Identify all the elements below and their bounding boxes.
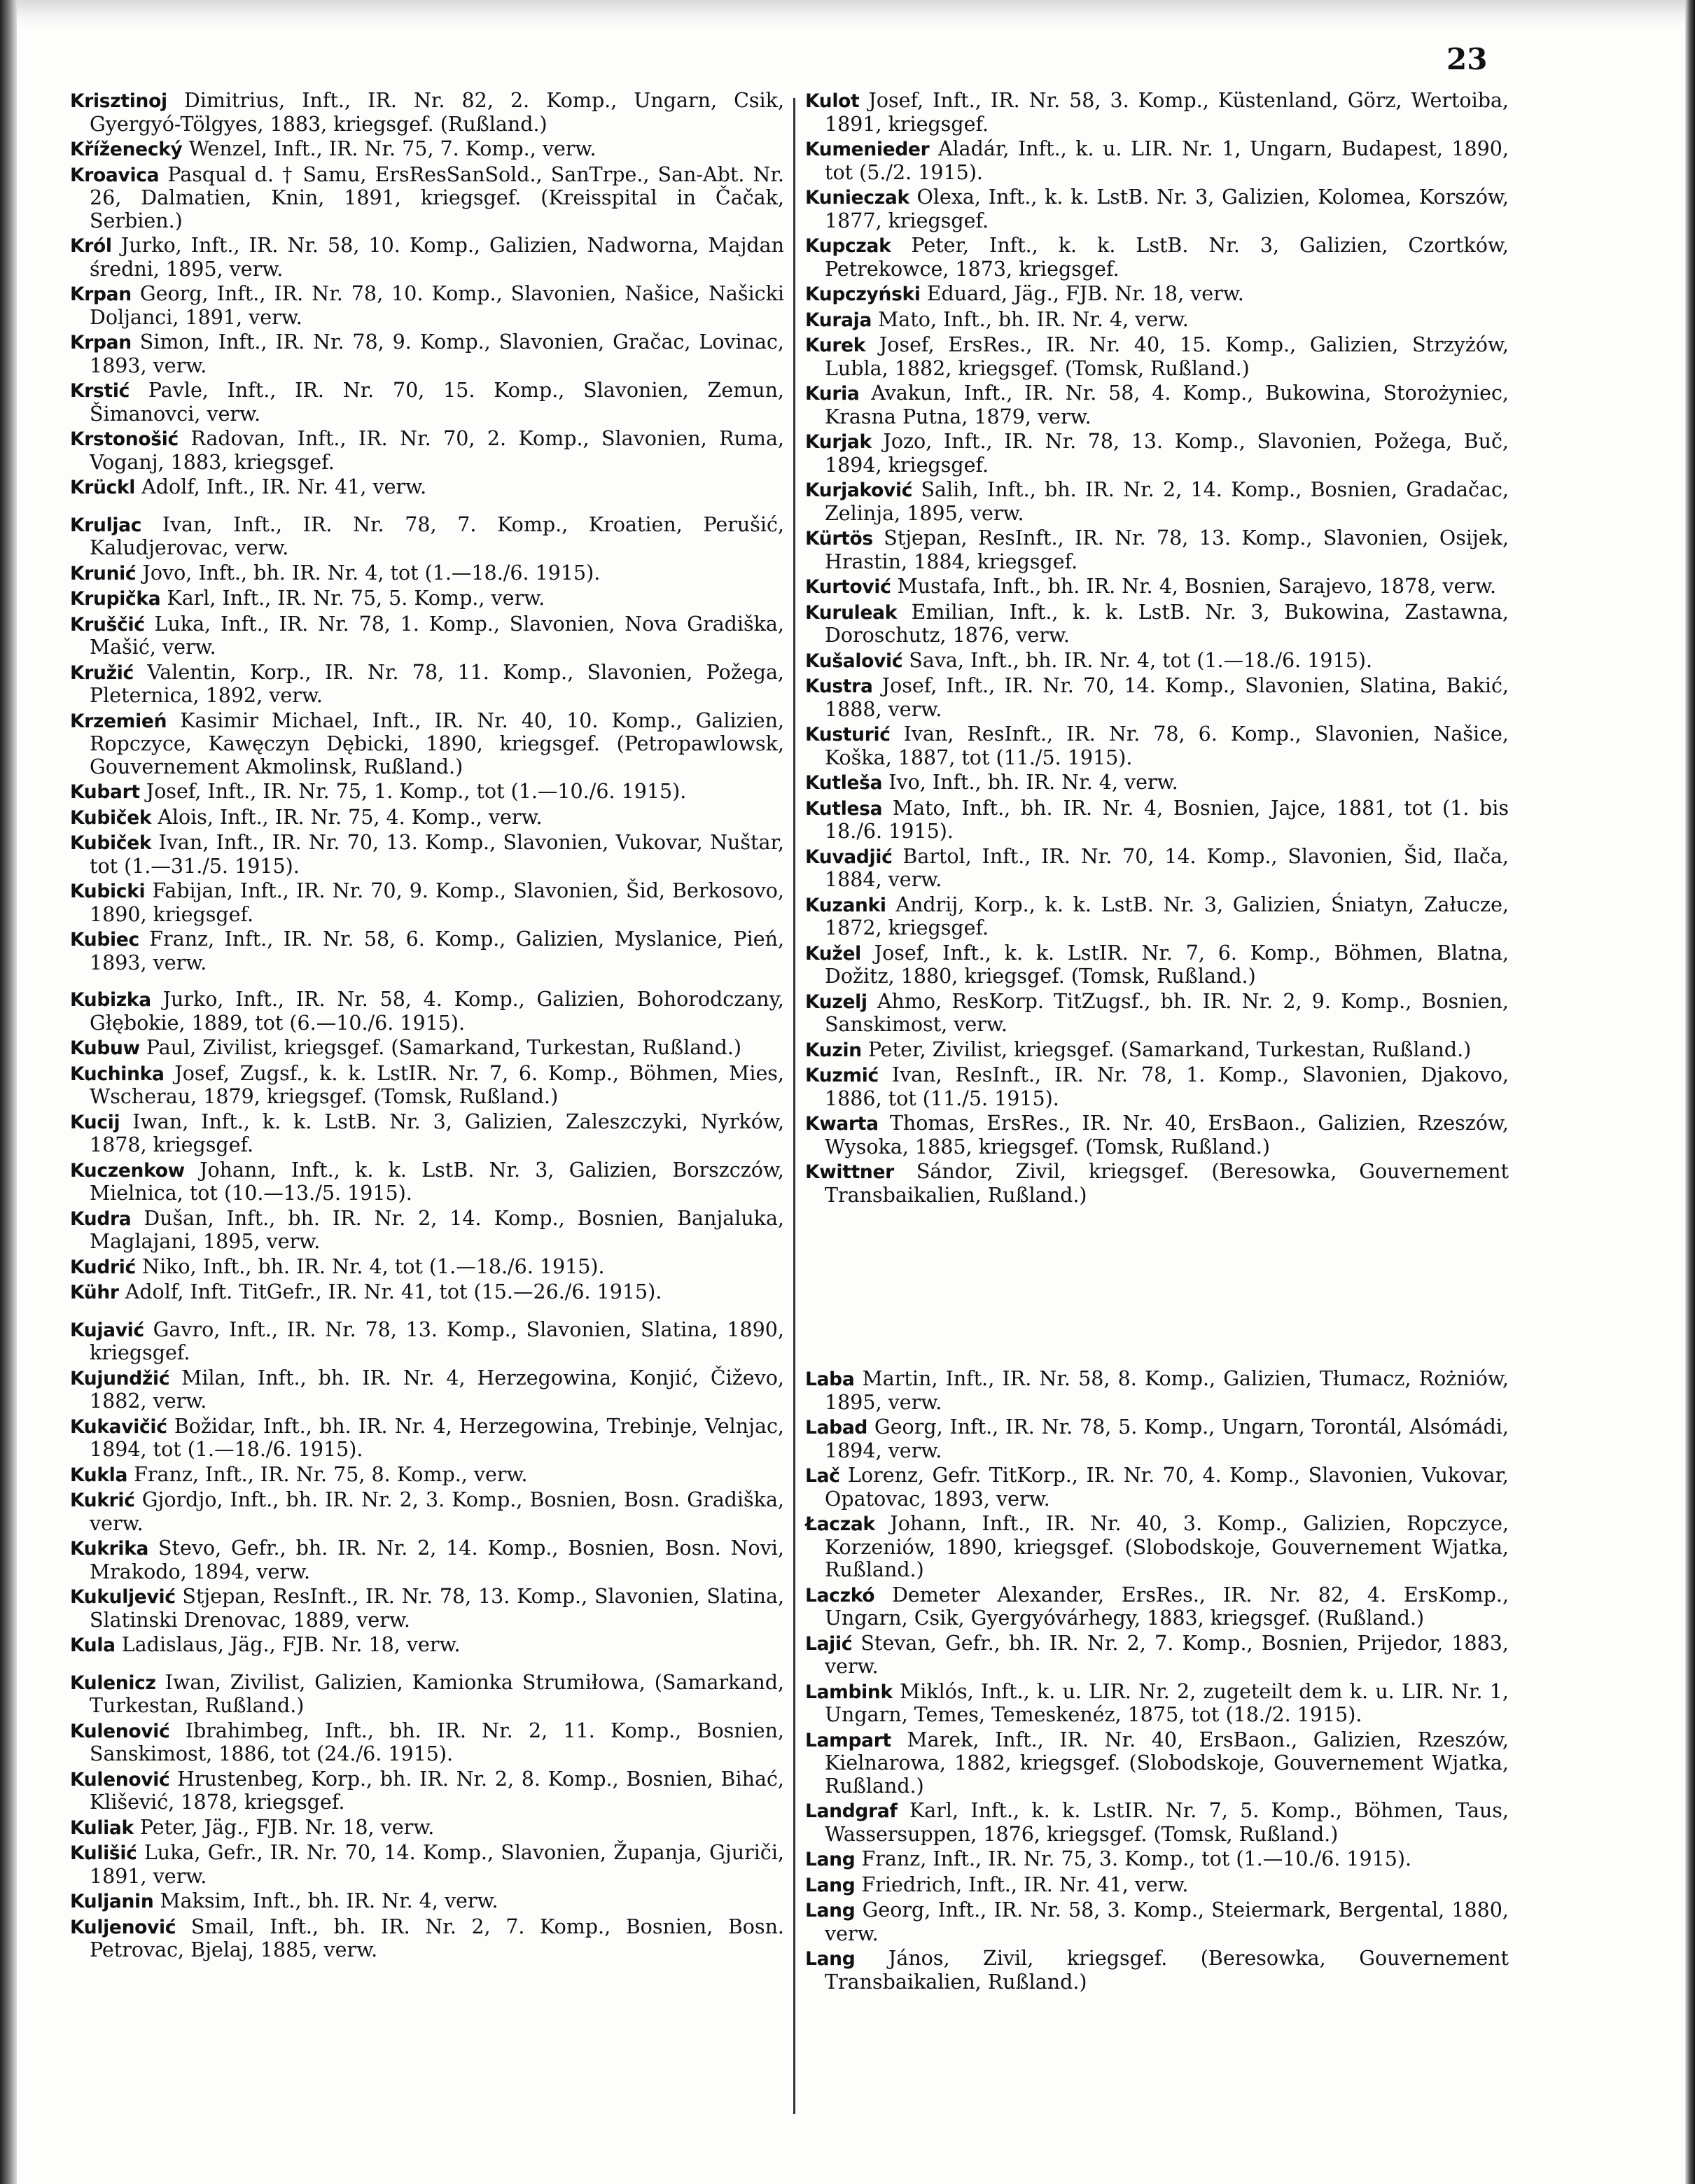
entry-details: Adolf, Inft., IR. Nr. 41, verw. xyxy=(135,475,427,498)
entry-details: Luka, Gefr., IR. Nr. 70, 14. Komp., Slavonien, Županja, Gjuriči, 1891, verw. xyxy=(90,1841,784,1888)
list-entry xyxy=(70,806,784,830)
entry-surname: Kubiček xyxy=(70,806,152,829)
entry-surname: Kubiec xyxy=(70,929,139,951)
entry-details: Josef, Inft., k. k. LstIR. Nr. 7, 6. Komp., Böhmen, Blatna, Dožitz, 1880, kriegsgef. (Tomsk, Rußland.) xyxy=(825,941,1509,988)
entry-surname: Kulenović xyxy=(70,1768,170,1791)
list-entry xyxy=(805,138,1509,184)
entry-surname: Kulenicz xyxy=(70,1672,156,1694)
list-entry xyxy=(805,1681,1509,1727)
entry-surname: Krpan xyxy=(70,284,132,305)
entry-surname: Kwarta xyxy=(805,1113,879,1135)
entry-surname: Kuchinka xyxy=(70,1063,165,1085)
entry-surname: Kruljac xyxy=(70,514,142,536)
entry-details: Stjepan, ResInft., IR. Nr. 78, 13. Komp., Slavonien, Osijek, Hrastin, 1884, kriegsgef. xyxy=(825,526,1509,573)
entry-details: Ivan, ResInft., IR. Nr. 78, 1. Komp., Slavonien, Djakovo, 1886, tot (11./5. 1915). xyxy=(825,1063,1509,1110)
list-entry xyxy=(805,1064,1509,1110)
list-entry xyxy=(805,1874,1509,1898)
entry-details: Dušan, Inft., bh. IR. Nr. 2, 14. Komp., Bosnien, Banjaluka, Maglajani, 1895, verw. xyxy=(90,1206,784,1253)
entry-details: Paul, Zivilist, kriegsgef. (Samarkand, Turkestan, Rußland.) xyxy=(139,1036,742,1059)
list-entry xyxy=(70,1037,784,1060)
entry-surname: Kukavičić xyxy=(70,1415,167,1438)
entry-details: Mato, Inft., bh. IR. Nr. 4, verw. xyxy=(872,307,1189,331)
entry-details: Karl, Inft., k. k. LstIR. Nr. 7, 5. Komp., Böhmen, Taus, Wassersuppen, 1876, kriegsgef. (Tomsk, Rußland.) xyxy=(825,1799,1509,1846)
entry-surname: Kusturić xyxy=(805,724,891,746)
entry-details: Jozo, Inft., IR. Nr. 78, 13. Komp., Slavonien, Požega, Buč, 1894, kriegsgef. xyxy=(825,430,1509,477)
entry-details: Georg, Inft., IR. Nr. 78, 5. Komp., Ungarn, Torontál, Alsómádi, 1894, verw. xyxy=(825,1415,1509,1462)
list-entry xyxy=(70,1256,784,1280)
entry-surname: Kubuw xyxy=(70,1037,140,1059)
entry-surname: Kruščić xyxy=(70,613,145,636)
entry-details: Valentin, Korp., IR. Nr. 78, 11. Komp., Slavonien, Požega, Pleternica, 1892, verw. xyxy=(90,660,784,707)
entry-details: Marek, Inft., IR. Nr. 40, ErsBaon., Galizien, Rzeszów, Kielnarowa, 1882, kriegsgef. (Slobodskoje, Gouvernement Wjatka, Rußland.) xyxy=(825,1728,1509,1798)
entry-details: Andrij, Korp., k. k. LstB. Nr. 3, Galizien, Śniatyn, Załucze, 1872, kriegsgef. xyxy=(825,892,1509,939)
list-entry xyxy=(70,1111,784,1157)
list-entry xyxy=(70,476,784,500)
entry-details: Peter, Inft., k. k. LstB. Nr. 3, Galizien, Czortków, Petrekowce, 1873, kriegsgef. xyxy=(825,234,1509,281)
entry-surname: Kudra xyxy=(70,1208,132,1230)
entry-details: Josef, ErsRes., IR. Nr. 40, 15. Komp., Galizien, Strzyżów, Lubla, 1882, kriegsgef. (Tomsk, Rußland.) xyxy=(825,333,1509,380)
list-entry xyxy=(70,880,784,926)
scan-right-edge xyxy=(1685,0,1695,2184)
entry-details: Josef, Zugsf., k. k. LstIR. Nr. 7, 6. Komp., Böhmen, Mies, Wscherau, 1879, kriegsgef. (Tomsk, Rußland.) xyxy=(90,1061,784,1108)
entry-details: Iwan, Inft., k. k. LstB. Nr. 3, Galizien, Zaleszczyki, Nyrków, 1878, kriegsgef. xyxy=(90,1110,784,1156)
page-number: 23 xyxy=(1446,42,1488,76)
list-entry xyxy=(70,1634,784,1658)
entry-details: Martin, Inft., IR. Nr. 58, 8. Komp., Galizien, Tłumacz, Rożniów, 1895, verw. xyxy=(825,1367,1509,1414)
list-entry xyxy=(70,1367,784,1413)
entry-surname: Krzemień xyxy=(70,710,167,732)
entry-details: Peter, Zivilist, kriegsgef. (Samarkand, Turkestan, Rußland.) xyxy=(861,1037,1472,1061)
list-entry xyxy=(805,894,1509,940)
list-entry xyxy=(805,1464,1509,1511)
entry-surname: Kwittner xyxy=(805,1161,894,1183)
list-entry xyxy=(70,1916,784,1962)
entry-surname: Kukrić xyxy=(70,1490,135,1511)
entry-details: Salih, Inft., bh. IR. Nr. 2, 14. Komp., Bosnien, Gradačac, Zelinja, 1895, verw. xyxy=(825,478,1509,525)
list-entry xyxy=(70,1208,784,1254)
entry-details: Thomas, ErsRes., IR. Nr. 40, ErsBaon., Galizien, Rzeszów, Wysoka, 1885, kriegsgef. (Tomsk, Rußland.) xyxy=(825,1112,1509,1158)
entry-details: Bartol, Inft., IR. Nr. 70, 14. Komp., Slavonien, Šid, Ilača, 1884, verw. xyxy=(825,844,1509,891)
list-entry xyxy=(70,1890,784,1914)
entry-surname: Krunić xyxy=(70,562,137,584)
entry-details: Ivan, Inft., IR. Nr. 70, 13. Komp., Slavonien, Vukovar, Nuštar, tot (1.—31./5. 1915). xyxy=(90,831,784,878)
entry-surname: Landgraf xyxy=(805,1800,898,1822)
list-entry xyxy=(70,1319,784,1365)
list-entry xyxy=(70,1464,784,1488)
list-entry xyxy=(805,90,1509,136)
entry-details: Ivo, Inft., bh. IR. Nr. 4, verw. xyxy=(882,771,1178,794)
entry-surname: Laba xyxy=(805,1368,855,1390)
list-entry xyxy=(70,1842,784,1888)
list-entry xyxy=(70,780,784,804)
entry-details: Hrustenbeg, Korp., bh. IR. Nr. 2, 8. Komp., Bosnien, Bihać, Klišević, 1878, kriegsgef. xyxy=(90,1767,784,1814)
list-entry xyxy=(805,1848,1509,1872)
entry-surname: Kuraja xyxy=(805,309,872,331)
entry-details: Johann, Inft., k. k. LstB. Nr. 3, Galizien, Borszczów, Mielnica, tot (10.—13./5. 1915). xyxy=(90,1158,784,1205)
entry-surname: Kuczenkow xyxy=(70,1159,185,1182)
entry-details: Jurko, Inft., IR. Nr. 58, 4. Komp., Galizien, Bohorodczany, Głębokie, 1889, tot (6.—10./6. 1915). xyxy=(90,988,784,1035)
entry-surname: Kružić xyxy=(70,662,134,684)
entry-surname: Kühr xyxy=(70,1282,119,1303)
list-entry xyxy=(805,186,1509,232)
entry-details: Karl, Inft., IR. Nr. 75, 5. Komp., verw. xyxy=(160,587,545,610)
list-entry xyxy=(70,1816,784,1840)
entry-surname: Kušalović xyxy=(805,650,903,672)
entry-surname: Lač xyxy=(805,1465,840,1487)
list-entry xyxy=(805,1729,1509,1798)
list-entry xyxy=(70,1281,784,1305)
entry-details: Emilian, Inft., k. k. LstB. Nr. 3, Bukowina, Zastawna, Doroschutz, 1876, verw. xyxy=(825,600,1509,647)
entry-details: Friedrich, Inft., IR. Nr. 41, verw. xyxy=(855,1872,1189,1896)
list-entry xyxy=(70,562,784,586)
entry-details: Ivan, ResInft., IR. Nr. 78, 6. Komp., Slavonien, Našice, Koška, 1887, tot (11./5. 1915). xyxy=(825,722,1509,769)
entry-details: Stevan, Gefr., bh. IR. Nr. 2, 7. Komp., Bosnien, Prijedor, 1883, verw. xyxy=(825,1631,1509,1678)
right-column xyxy=(805,90,1509,1996)
entry-surname: Kurtović xyxy=(805,576,891,598)
list-entry xyxy=(70,514,784,560)
entry-surname: Kulot xyxy=(805,90,860,112)
list-entry xyxy=(805,334,1509,380)
entry-details: Franz, Inft., IR. Nr. 58, 6. Komp., Galizien, Myslanice, Pień, 1893, verw. xyxy=(90,927,784,974)
entry-surname: Labad xyxy=(805,1417,868,1438)
entry-details: Georg, Inft., IR. Nr. 58, 3. Komp., Steiermark, Bergental, 1880, verw. xyxy=(825,1898,1509,1945)
list-entry xyxy=(70,1720,784,1766)
list-entry xyxy=(70,164,784,233)
entry-surname: Krisztinoj xyxy=(70,90,167,112)
entry-surname: Lajić xyxy=(805,1632,853,1655)
entry-details: Luka, Inft., IR. Nr. 78, 1. Komp., Slavonien, Nova Gradiška, Mašić, verw. xyxy=(90,612,784,659)
entry-surname: Kuljenović xyxy=(70,1916,176,1938)
entry-surname: Kudrić xyxy=(70,1256,136,1278)
list-entry xyxy=(70,1415,784,1462)
list-entry xyxy=(805,1112,1509,1158)
list-entry xyxy=(70,710,784,779)
entry-details: Iwan, Zivilist, Galizien, Kamionka Strumiłowa, (Samarkand, Turkestan, Rußland.) xyxy=(90,1670,784,1717)
list-entry xyxy=(70,90,784,136)
list-entry xyxy=(805,1584,1509,1630)
entry-surname: Lang xyxy=(805,1874,856,1896)
list-entry xyxy=(70,1586,784,1632)
entry-surname: Kuruleak xyxy=(805,601,898,624)
entry-surname: Kujundžić xyxy=(70,1367,170,1390)
entry-details: Niko, Inft., bh. IR. Nr. 4, tot (1.—18./6. 1915). xyxy=(135,1254,605,1278)
entry-surname: Kupczak xyxy=(805,235,891,257)
entry-details: Sándor, Zivil, kriegsgef. (Beresowka, Gouvernement Transbaikalien, Rußland.) xyxy=(825,1160,1509,1207)
list-entry xyxy=(805,601,1509,648)
entry-surname: Kurjak xyxy=(805,431,872,453)
list-entry xyxy=(805,234,1509,281)
entry-details: Jurko, Inft., IR. Nr. 58, 10. Komp., Galizien, Nadworna, Majdan średni, 1895, verw. xyxy=(90,234,784,281)
entry-surname: Lang xyxy=(805,1948,856,1970)
list-entry xyxy=(805,430,1509,477)
entry-surname: Kucij xyxy=(70,1111,120,1133)
column-divider xyxy=(793,98,795,2114)
list-entry xyxy=(805,283,1509,307)
entry-details: Ibrahimbeg, Inft., bh. IR. Nr. 2, 11. Komp., Bosnien, Sanskimost, 1886, tot (24./6. 1915). xyxy=(90,1718,784,1765)
entry-details: Ladislaus, Jäg., FJB. Nr. 18, verw. xyxy=(115,1633,461,1656)
entry-details: Radovan, Inft., IR. Nr. 70, 2. Komp., Slavonien, Ruma, Voganj, 1883, kriegsgef. xyxy=(90,427,784,474)
entry-surname: Laczkó xyxy=(805,1584,875,1606)
entry-surname: Kula xyxy=(70,1634,116,1656)
list-entry xyxy=(805,846,1509,892)
entry-details: Stevo, Gefr., bh. IR. Nr. 2, 14. Komp., Bosnien, Bosn. Novi, Mrakodo, 1894, verw. xyxy=(90,1536,784,1583)
entry-details: Fabijan, Inft., IR. Nr. 70, 9. Komp., Slavonien, Šid, Berkosovo, 1890, kriegsgef. xyxy=(90,879,784,926)
entry-surname: Kroavica xyxy=(70,164,160,186)
entry-details: Stjepan, ResInft., IR. Nr. 78, 13. Komp., Slavonien, Slatina, Slatinski Drenovac, 1889, verw. xyxy=(90,1585,784,1632)
entry-surname: Kříženecký xyxy=(70,139,183,160)
list-entry xyxy=(805,1513,1509,1582)
entry-surname: Kuvadjić xyxy=(805,846,893,868)
entry-surname: Krupička xyxy=(70,588,161,610)
entry-details: Gjordjo, Inft., bh. IR. Nr. 2, 3. Komp., Bosnien, Bosn. Gradiška, verw. xyxy=(90,1488,784,1535)
entry-surname: Kukla xyxy=(70,1464,128,1486)
entry-details: Alois, Inft., IR. Nr. 75, 4. Komp., verw. xyxy=(151,805,543,829)
entry-details: Josef, Inft., IR. Nr. 58, 3. Komp., Küstenland, Görz, Wertoiba, 1891, kriegsgef. xyxy=(825,89,1509,136)
list-entry xyxy=(805,479,1509,525)
entry-details: Pasqual d. † Samu, ErsResSanSold., SanTrpe., San-Abt. Nr. 26, Dalmatien, Knin, 1891, kriegsgef. (Kreisspital in Čačak, Serbien.) xyxy=(90,162,784,232)
entry-surname: Kuzmić xyxy=(805,1065,879,1086)
entry-surname: Kunieczak xyxy=(805,187,909,209)
entry-details: Lorenz, Gefr. TitKorp., IR. Nr. 70, 4. Komp., Slavonien, Vukovar, Opatovac, 1893, verw. xyxy=(825,1464,1509,1511)
list-entry xyxy=(70,428,784,474)
entry-details: Pavle, Inft., IR. Nr. 70, 15. Komp., Slavonien, Zemun, Šimanovci, verw. xyxy=(90,379,784,426)
list-entry xyxy=(805,771,1509,795)
entry-details: Božidar, Inft., bh. IR. Nr. 4, Herzegowina, Trebinje, Velnjac, 1894, tot (1.—18./6. 1915). xyxy=(90,1414,784,1461)
list-entry xyxy=(805,942,1509,988)
entry-surname: Kubart xyxy=(70,781,140,803)
list-entry xyxy=(70,1672,784,1718)
entry-details: Georg, Inft., IR. Nr. 78, 10. Komp., Slavonien, Našice, Našicki Doljanci, 1891, verw. xyxy=(90,282,784,329)
list-entry xyxy=(70,587,784,611)
entry-surname: Kujavić xyxy=(70,1319,144,1341)
list-entry xyxy=(805,309,1509,332)
list-entry xyxy=(805,650,1509,673)
entry-details: Eduard, Jäg., FJB. Nr. 18, verw. xyxy=(920,282,1244,305)
entry-details: Jovo, Inft., bh. IR. Nr. 4, tot (1.—18./6. 1915). xyxy=(136,561,601,584)
entry-surname: Łaczak xyxy=(805,1513,875,1535)
entry-surname: Kuliak xyxy=(70,1816,134,1839)
entry-details: Kasimir Michael, Inft., IR. Nr. 40, 10. Komp., Galizien, Ropczyce, Kawęczyn Dębicki, 1890, kriegsgef. (Petropawlowsk, Gouvernement Akmolinsk, Rußland.) xyxy=(90,708,784,778)
entry-surname: Król xyxy=(70,235,112,257)
entry-surname: Kustra xyxy=(805,676,873,697)
entry-surname: Kürtös xyxy=(805,528,873,550)
entry-surname: Kurek xyxy=(805,335,866,356)
entry-surname: Kuria xyxy=(805,383,860,405)
entry-surname: Krpan xyxy=(70,332,132,354)
entry-surname: Kulenović xyxy=(70,1720,170,1742)
entry-surname: Kutlesa xyxy=(805,797,883,820)
list-entry xyxy=(805,723,1509,769)
entry-details: Josef, Inft., IR. Nr. 70, 14. Komp., Slavonien, Slatina, Bakić, 1888, verw. xyxy=(825,674,1509,721)
entry-details: Gavro, Inft., IR. Nr. 78, 13. Komp., Slavonien, Slatina, 1890, kriegsgef. xyxy=(90,1317,784,1364)
entry-details: János, Zivil, kriegsgef. (Beresowka, Gouvernement Transbaikalien, Rußland.) xyxy=(825,1947,1509,1994)
list-entry xyxy=(805,1800,1509,1846)
list-entry xyxy=(805,1416,1509,1462)
list-entry xyxy=(805,675,1509,721)
list-entry xyxy=(805,1161,1509,1207)
list-entry xyxy=(70,331,784,377)
entry-surname: Kuzin xyxy=(805,1039,862,1061)
entry-details: Avakun, Inft., IR. Nr. 58, 4. Komp., Bukowina, Storożyniec, Krasna Putna, 1879, verw. xyxy=(825,382,1509,428)
list-entry xyxy=(70,1537,784,1583)
list-entry xyxy=(805,575,1509,599)
entry-details: Wenzel, Inft., IR. Nr. 75, 7. Komp., verw. xyxy=(182,137,597,160)
list-entry xyxy=(805,797,1509,844)
entry-surname: Kurjaković xyxy=(805,479,913,501)
entry-surname: Lambink xyxy=(805,1681,893,1703)
entry-details: Josef, Inft., IR. Nr. 75, 1. Komp., tot (1.—10./6. 1915). xyxy=(139,780,687,803)
entry-surname: Kumenieder xyxy=(805,139,930,160)
entry-surname: Kukuljević xyxy=(70,1586,176,1608)
entry-surname: Krstić xyxy=(70,380,130,402)
entry-details: Ahmo, ResKorp. TitZugsf., bh. IR. Nr. 2, 9. Komp., Bosnien, Sanskimost, verw. xyxy=(825,989,1509,1036)
list-entry xyxy=(805,1899,1509,1945)
scan-left-edge xyxy=(0,0,17,2184)
list-entry xyxy=(805,1368,1509,1414)
list-entry xyxy=(805,990,1509,1037)
entry-surname: Kubizka xyxy=(70,989,151,1011)
entry-surname: Krstonošić xyxy=(70,428,179,450)
list-entry xyxy=(70,379,784,426)
list-entry xyxy=(805,1947,1509,1994)
list-entry xyxy=(70,1063,784,1109)
entry-details: Milan, Inft., bh. IR. Nr. 4, Herzegowina, Konjić, Čiževo, 1882, verw. xyxy=(90,1366,784,1413)
list-entry xyxy=(805,382,1509,428)
entry-surname: Kuljanin xyxy=(70,1891,154,1912)
list-entry xyxy=(70,662,784,708)
list-entry xyxy=(70,613,784,659)
list-entry xyxy=(70,832,784,878)
list-entry xyxy=(805,1039,1509,1063)
scan-top-shadow xyxy=(0,0,1695,28)
entry-details: Maksim, Inft., bh. IR. Nr. 4, verw. xyxy=(153,1889,498,1912)
entry-details: Olexa, Inft., k. k. LstB. Nr. 3, Galizien, Kolomea, Korszów, 1877, kriegsgef. xyxy=(825,186,1509,232)
entry-details: Adolf, Inft. TitGefr., IR. Nr. 41, tot (15.—26./6. 1915). xyxy=(118,1280,662,1303)
entry-details: Mustafa, Inft., bh. IR. Nr. 4, Bosnien, Sarajevo, 1878, verw. xyxy=(891,575,1497,598)
list-entry xyxy=(70,138,784,162)
list-entry xyxy=(70,988,784,1035)
list-entry xyxy=(70,283,784,329)
entry-details: Johann, Inft., IR. Nr. 40, 3. Komp., Galizien, Ropczyce, Korzeniów, 1890, kriegsgef. (Slobodskoje, Gouvernement Wjatka, Rußland.) xyxy=(825,1512,1509,1581)
entry-surname: Kužel xyxy=(805,942,861,965)
entry-details: Demeter Alexander, ErsRes., IR. Nr. 82, 4. ErsKomp., Ungarn, Csik, Gyergyóvárhegy, 1883, kriegsgef. (Rußland.) xyxy=(825,1583,1509,1630)
list-entry xyxy=(70,1768,784,1814)
entry-details: Mato, Inft., bh. IR. Nr. 4, Bosnien, Jajce, 1881, tot (1. bis 18./6. 1915). xyxy=(825,796,1509,843)
entry-surname: Kukrika xyxy=(70,1538,149,1560)
entry-surname: Kubiček xyxy=(70,832,152,854)
entry-surname: Kupczyński xyxy=(805,284,921,305)
entry-surname: Kulišić xyxy=(70,1842,137,1864)
entry-details: Simon, Inft., IR. Nr. 78, 9. Komp., Slavonien, Gračac, Lovinac, 1893, verw. xyxy=(90,330,784,377)
entry-surname: Lang xyxy=(805,1900,856,1921)
entry-details: Smail, Inft., bh. IR. Nr. 2, 7. Komp., Bosnien, Bosn. Petrovac, Bjelaj, 1885, verw. xyxy=(90,1914,784,1961)
list-entry xyxy=(70,1159,784,1205)
entry-details: Ivan, Inft., IR. Nr. 78, 7. Komp., Kroatien, Perušić, Kaludjerovac, verw. xyxy=(90,512,784,559)
entry-details: Sava, Inft., bh. IR. Nr. 4, tot (1.—18./6. 1915). xyxy=(902,648,1373,672)
entry-surname: Krückl xyxy=(70,477,136,498)
entry-details: Franz, Inft., IR. Nr. 75, 8. Komp., verw. xyxy=(127,1462,528,1486)
entry-surname: Kutleša xyxy=(805,772,883,794)
entry-surname: Lampart xyxy=(805,1729,891,1751)
left-column xyxy=(70,90,784,1964)
list-entry xyxy=(70,1489,784,1535)
entry-surname: Kuzanki xyxy=(805,894,886,916)
entry-details: Peter, Jäg., FJB. Nr. 18, verw. xyxy=(133,1815,435,1839)
entry-surname: Kuzelj xyxy=(805,990,867,1013)
entry-details: Dimitrius, Inft., IR. Nr. 82, 2. Komp., Ungarn, Csik, Gyergyó-Tölgyes, 1883, kriegsgef. (Rußland.) xyxy=(90,89,784,136)
list-entry xyxy=(70,234,784,281)
list-entry xyxy=(805,1632,1509,1679)
entry-surname: Kubicki xyxy=(70,881,146,902)
entry-details: Miklós, Inft., k. u. LIR. Nr. 2, zugeteilt dem k. u. LIR. Nr. 1, Ungarn, Temes, Temeskenéz, 1875, tot (18./2. 1915). xyxy=(825,1679,1509,1726)
entry-details: Franz, Inft., IR. Nr. 75, 3. Komp., tot (1.—10./6. 1915). xyxy=(855,1847,1412,1870)
entry-details: Aladár, Inft., k. u. LIR. Nr. 1, Ungarn, Budapest, 1890, tot (5./2. 1915). xyxy=(825,137,1509,184)
entry-surname: Lang xyxy=(805,1849,856,1870)
list-entry xyxy=(70,928,784,974)
list-entry xyxy=(805,527,1509,573)
